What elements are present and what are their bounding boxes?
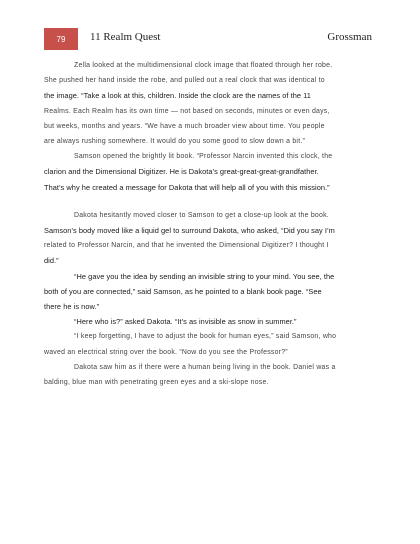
page-number-badge <box>44 28 78 50</box>
text-line: did.” <box>44 256 59 266</box>
text-line: related to Professor Narcin, and that he invented the Dimensional Digitizer? I thought I <box>44 242 329 250</box>
text-line: balding, blue man with penetrating green eyes and a ski-slope nose. <box>44 379 269 387</box>
text-line: clarion and the Dimensional Digitizer. He is Dakota’s great-great-great-grandfather. <box>44 167 319 177</box>
text-line: “Here who is?” asked Dakota. “It’s as invisible as snow in summer.” <box>74 317 297 327</box>
text-line: are always rushing somewhere. It would do you some good to slow down a bit.” <box>44 138 306 146</box>
text-line: “I keep forgetting, I have to adjust the book for human eyes,” said Samson, who <box>74 333 337 341</box>
text-line: Dakota saw him as if there were a human being living in the book. Daniel was a <box>74 363 336 371</box>
page-body <box>44 58 376 390</box>
page-number: 79 <box>56 34 66 44</box>
author-name: Grossman <box>327 31 372 43</box>
text-line: Dakota hesitantly moved closer to Samson to get a close-up look at the book. <box>74 211 329 219</box>
text-line: Samson’s body moved like a liquid gel to surround Dakota, who asked, “Did you say I’m <box>44 226 335 236</box>
text-line: the image. “Take a look at this, children. Inside the clock are the names of the 11 <box>44 91 311 101</box>
text-line: waved an electrical string over the book. “Now do you see the Professor?” <box>44 348 288 356</box>
text-line: Realms. Each Realm has its own time — not based on seconds, minutes or even days, <box>44 107 330 115</box>
text-line: both of you are connected,” said Samson, as he pointed to a blank book page. “See <box>44 286 322 296</box>
text-line: Zella looked at the multidimensional clock image that floated through her robe. <box>74 62 333 69</box>
text-line: but weeks, months and years. “We have a much broader view about time. You people <box>44 122 325 130</box>
text-line: Samson opened the brightly lit book. “Professor Narcin invented this clock, the <box>74 153 333 161</box>
paragraph-gap <box>44 195 376 208</box>
book-title: 11 Realm Quest <box>90 31 161 43</box>
text-line: “He gave you the idea by sending an invisible string to your mind. You see, the <box>74 271 335 281</box>
text-line: That’s why he created a message for Dakota that will help all of you with this mission.” <box>44 182 330 192</box>
text-line: She pushed her hand inside the robe, and pulled out a real clock that was identical to <box>44 77 325 85</box>
text-line: there he is now.” <box>44 302 100 312</box>
